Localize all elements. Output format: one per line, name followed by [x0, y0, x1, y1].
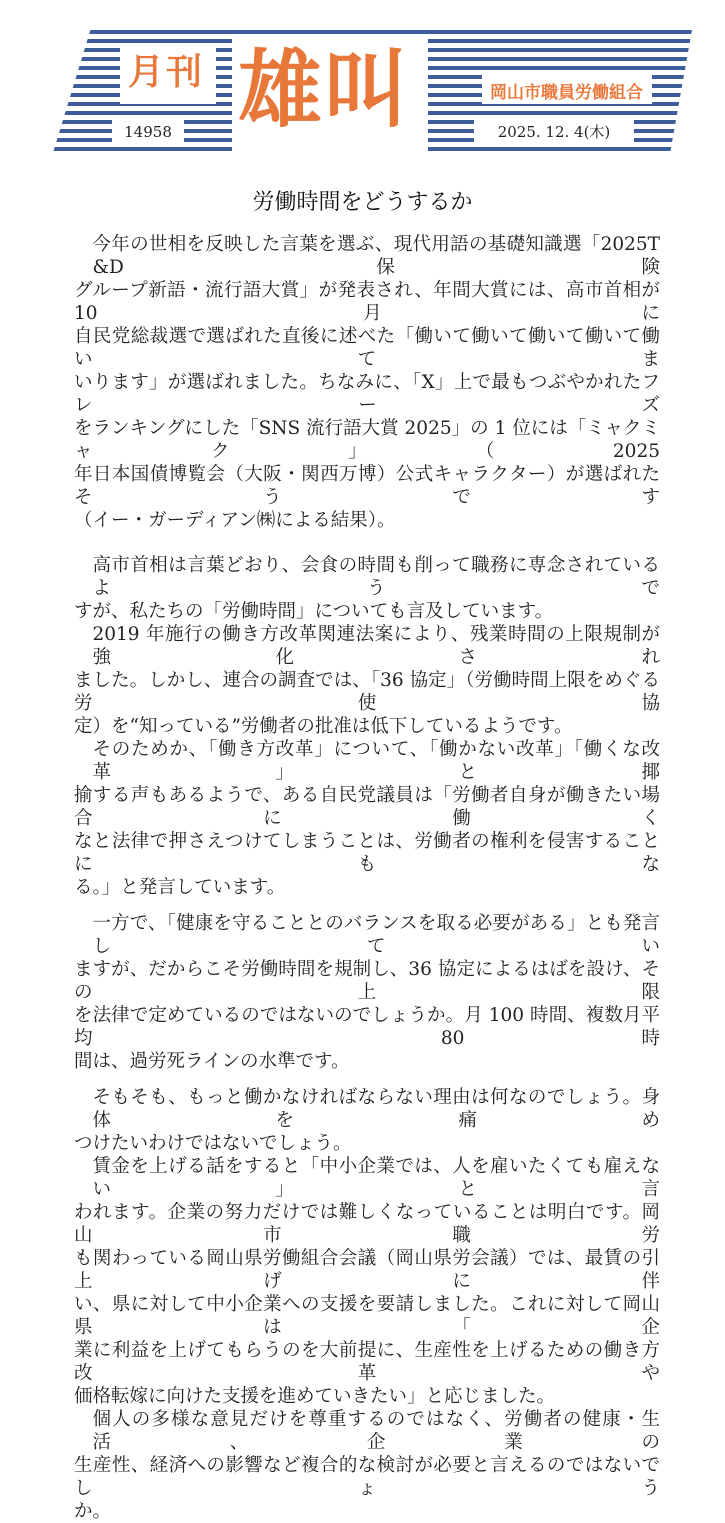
text-line: 一方で、「健康を守ることとのバランスを取る必要がある」とも発言してい — [92, 913, 660, 957]
paragraph — [74, 1086, 660, 1155]
text-line: 賃金を上げる話をすると「中小企業では、人を雇いたくても雇えない」と言 — [92, 1156, 660, 1200]
text-line: 2019 年施行の働き方改革関連法案により、残業時間の上限規制が強化され — [92, 624, 660, 668]
text-line: グループ新語・流行語大賞」が発表され、年間大賞には、高市首相が 10 月に — [74, 280, 660, 324]
text-line: を法律で定めているのではないのでしょうか。月 100 時間、複数月平均 80 時 — [74, 1005, 660, 1049]
text-line: 高市首相は言葉どおり、会食の時間も削って職務に専念されているようで — [92, 555, 660, 599]
text-line: 生産性、経済への影響など複合的な検討が必要と言えるのではないでしょう — [74, 1455, 660, 1499]
paragraph — [74, 738, 660, 899]
text-line: すが、私たちの「労働時間」についても言及しています。 — [74, 601, 554, 622]
text-line: 価格転嫁に向けた支援を進めていきたい」と応じました。 — [74, 1386, 556, 1407]
text-line: 揄する声もあるようで、ある自民党議員は「労働者自身が働きたい場合に働く — [74, 785, 660, 829]
text-line: い、県に対して中小企業への支援を要請しました。これに対して岡山県は「企 — [74, 1294, 660, 1338]
text-line: 個人の多様な意見だけを尊重するのではなく、労働者の健康・生活、企業の — [92, 1409, 660, 1453]
issue-number: 14958 — [112, 120, 184, 144]
paragraph — [74, 1408, 660, 1523]
text-line: も関わっている岡山県労働組合会議（岡山県労会議）では、最賃の引上げに伴 — [74, 1248, 660, 1292]
paragraph — [74, 623, 660, 738]
publisher-name: 岡山市職員労働組合 — [490, 83, 643, 103]
text-line: つけたいわけではないでしょう。 — [74, 1133, 352, 1154]
text-line: そのためか、「働き方改革」について、「働かない改革」「働くな改革」と揶 — [92, 739, 660, 783]
text-line: いります」が選ばれました。ちなみに、「X」上で最もつぶやかれたフレーズ — [74, 372, 660, 416]
paragraph — [74, 233, 660, 532]
text-line: 間は、過労死ラインの水準です。 — [74, 1051, 350, 1072]
series-label: 月刊 — [128, 52, 205, 93]
text-line: 今年の世相を反映した言葉を選ぶ、現代用語の基礎知識選「2025T&D 保険 — [92, 234, 660, 278]
text-line: る。」と発言しています。 — [74, 877, 286, 898]
text-line: われます。企業の努力だけでは難しくなっていることは明白です。岡山市職労 — [74, 1202, 660, 1246]
issue-date: 2025. 12. 4(木) — [474, 120, 634, 144]
text-line: そもそも、もっと働かなければならない理由は何なのでしょう。身体を痛め — [92, 1087, 660, 1131]
paragraph — [74, 554, 660, 623]
article-title: 労働時間をどうするか — [252, 190, 473, 215]
paragraph — [74, 1155, 660, 1408]
text-line: なと法律で押さえつけてしまうことは、労働者の権利を侵害することにもな — [74, 831, 660, 875]
masthead-title: 雄叫 — [238, 41, 411, 139]
text-line: ました。しかし、連合の調査では、「36 協定」（労働時間上限をめぐる労使協 — [74, 670, 660, 714]
text-line: 定）を“知っている”労働者の批准は低下しているようです。 — [74, 716, 573, 737]
paragraph — [74, 912, 660, 1073]
text-line: 自民党総裁選で選ばれた直後に述べた「働いて働いて働いて働いて働いてま — [74, 326, 660, 370]
text-line: か。 — [74, 1501, 112, 1522]
text-line: 年日本国債博覧会（大阪・関西万博）公式キャラクター）が選ばれたそうです — [74, 464, 660, 508]
article-body — [74, 233, 660, 1523]
text-line: 業に利益を上げてもらうのを大前提に、生産性を上げるための働き方改革や — [74, 1340, 660, 1384]
text-line: ますが、だからこそ労働時間を規制し、36 協定によるはばを設け、その上限 — [74, 959, 660, 1003]
text-line: をランキングにした「SNS 流行語大賞 2025」の 1 位には「ミャクミャク」（2025 — [74, 418, 660, 462]
text-line: （イー・ガーディアン㈱による結果）。 — [74, 510, 396, 531]
